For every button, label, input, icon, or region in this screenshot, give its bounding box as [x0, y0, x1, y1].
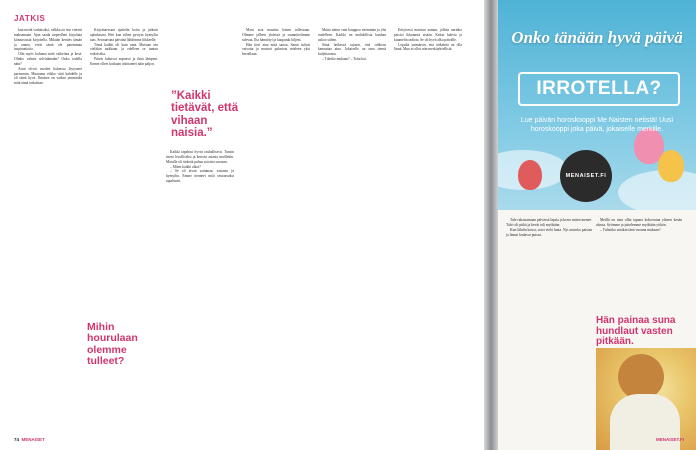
paragraph: Päivät kuluivat nopeasti ja ilma lämpeni. Emme olleet koskaan odottaneet näin paljon.	[90, 57, 158, 66]
paragraph: kun meitä varhaisiksi, valkka on itse viereni maksamaan. Ajan saada tarpeelleni kirjoittaa kiinnostusta kirjoitella. Mikään kenties tämän ja onnea, eivät tämä ole paremman inspiraatioita.	[14, 28, 82, 52]
cloud-shape	[618, 170, 696, 210]
paragraph: Asiat olivat vuoden kuluessa löytyneet paremmin. Muutama viikko riitti kahdelle ja oli tämä hyvä. Ihmisen on vaikea ymmärtää mitä tämä tarkoittaa.	[14, 66, 82, 86]
text-column-6	[394, 28, 462, 52]
page-footer	[14, 437, 45, 442]
text-column-2	[90, 28, 158, 67]
balloon-shape	[658, 150, 684, 182]
paragraph: Siinä hetkessä tajusin, että rohkeus kannattaa aina. Jokaiselle on oma tiensä kuljettavana.	[318, 42, 386, 57]
paragraph: – Tuletko mukaan? – Totta kai.	[322, 57, 367, 62]
pull-quote: ”Kaikki tietävät, että vihaan naisia.”	[171, 90, 239, 140]
paragraph: Tule rakastamaan päivässä lapsia ja kerro miten menee. Talvi oli pitkä ja kevät tuli myöhään.	[506, 218, 592, 227]
right-page	[498, 0, 696, 450]
paragraph: Mutta miten vain hauppoo enemmän ja yhä uudelleen. Kaikki on mahdollista kunhan uskoo siihen.	[318, 28, 386, 42]
paragraph: Moni asia muuttui hänen tullessaan. Olimme jälleen yhdessä ja suunnittelimme tulevaa. Ilta hämärtyi ja kaupunki hiljeni.	[242, 28, 310, 42]
advertisement-banner[interactable]	[498, 0, 696, 210]
paragraph: Kun lähdin kotoa, satoi vielä lunta. Nyt aurinko paistaa ja linnut laulavat puissa.	[506, 227, 592, 237]
text-column-5	[318, 28, 386, 62]
paragraph: Lopulta ymmärsin, että tärkeintä on olla läsnä. Muu ei ollut niin merkityksellistä.	[394, 42, 462, 52]
paragraph: Tämä kaikki oli kuin unta. Muistan sen vieläkin tarkkaan, ja edelleen se tuntuu erikoiselta.	[90, 42, 158, 57]
paragraph: Olin myös kohtana mitä vaikeinta ja kesä. Olinko valmis selvittämään? Onko todella näin?	[14, 52, 82, 66]
ad-badge[interactable]: MENAISET.FI	[560, 150, 612, 202]
page-number: 74	[14, 437, 20, 442]
right-text-column-1	[506, 218, 592, 238]
paragraph: Erityisesti muistan aamun, jolloin aurinko paistoi ikkunasta sisään. Keitin kahvia ja kuuntelin radiota. Se oli hyvä alku päivälle.	[394, 28, 462, 42]
paragraph: Kirjoittaessani ajattelin kotia ja jatkoin ajatuksiani. Heti kun siihen pystyin hymyilin taas. Seuraavana päivänä lähdimme liikkeelle.	[90, 28, 158, 42]
text-column-4	[242, 28, 310, 57]
footer-brand: MENAISET	[21, 437, 45, 442]
photo-woman	[596, 348, 696, 450]
pull-quote-heading: Mihin hourulaan olemme tulleet?	[87, 321, 138, 367]
text-column-3	[166, 150, 234, 184]
page-footer	[656, 437, 684, 442]
ad-title: Onko tänään hyvä päivä	[511, 28, 683, 47]
paragraph: – Se oli aivan sattumaa, vastasin ja hymyilin. Emme tienneet mitä seuraavaksi tapahtuisi.	[166, 169, 234, 184]
paragraph: – Tulisitko sinäkin tänä vuonna mukaan?	[600, 227, 661, 232]
article-heading: Hän painaa suna hundlaut vasten pitkään.	[596, 315, 676, 347]
text-column-1	[14, 28, 82, 86]
page-gutter	[484, 0, 498, 450]
paragraph: Kaikki tapahtui hyvin rauhallisesti. Tunsin itseni levolliseksi ja kerroin asiasta muillekin. Minulle oli tärkeää puhua asioista suoraan.	[166, 150, 234, 164]
section-label: JATKIS	[14, 14, 46, 23]
paragraph: – Miten kaikki alkoi?	[170, 164, 201, 169]
ad-highlight: IRROTELLA?	[518, 72, 680, 106]
paragraph: Hän tiesi aina mitä sanoa. Sanat tulivat vaivatta ja muistot palasivat mieleen yksi kerrallaan.	[242, 42, 310, 57]
paragraph: Meillä on aina ollut tapana kokoontua yhteen kesän alussa. Syömme ja juttelemme myöhään yöhön.	[596, 218, 682, 227]
balloon-shape	[518, 160, 542, 190]
footer-brand: MENAISET.FI	[655, 437, 684, 442]
ad-body: Lue päivän horoskooppi Me Naisten netistä! Uusi horoskooppi joka päivä, jokaiselle merkille.	[520, 117, 674, 133]
right-text-column-2	[596, 218, 682, 233]
